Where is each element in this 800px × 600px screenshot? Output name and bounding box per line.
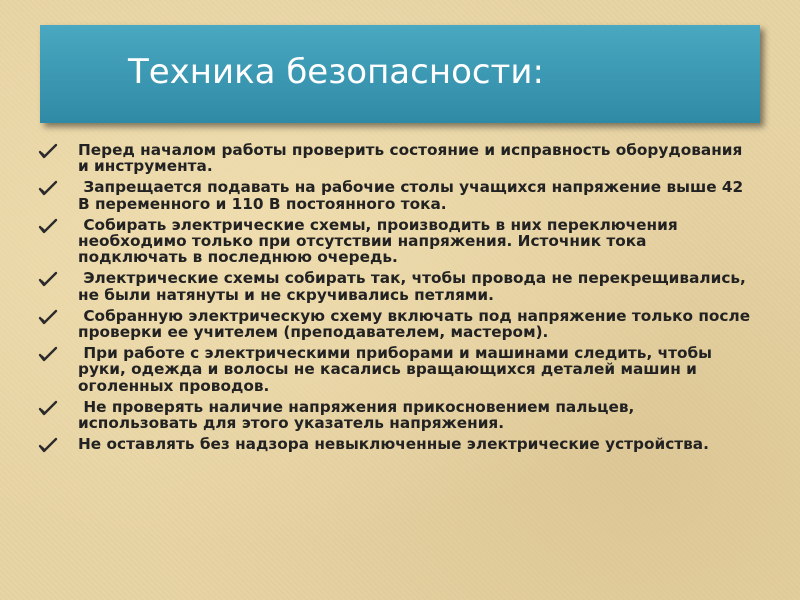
checkmark-icon [38,218,58,234]
safety-rules-list [38,142,758,457]
list-item-text: Не оставлять без надзора невыключенные электрические устройства. [78,435,709,454]
checkmark-icon [38,271,58,287]
list-item-text: Перед началом работы проверить состояние и исправность оборудования и инструмента. [78,141,748,176]
checkmark-icon [38,143,58,159]
checkmark-icon [38,309,58,325]
list-item [38,217,758,266]
checkmark-icon [38,437,58,453]
list-item [38,399,758,431]
list-item [38,345,758,394]
list-item-text: Собирать электрические схемы, производить в них переключения необходимо только при отсутствии напряжения. Источник тока подключать в последнюю очередь. [78,215,683,267]
list-item [38,142,758,174]
list-item [38,308,758,340]
list-item-text: Запрещается подавать на рабочие столы учащихся напряжение выше 42 В переменного и 110 В постоянного тока. [78,178,749,213]
list-item-text: При работе с электрическими приборами и машинами следить, чтобы руки, одежда и волосы не касались вращающихся деталей машин и оголенных проводов. [78,344,718,395]
list-item [38,436,758,452]
checkmark-icon [38,400,58,416]
list-item-text: Собранную электрическую схему включать под напряжение только после проверки ее учителем (преподавателем, мастером). [78,306,756,342]
list-item [38,270,758,302]
checkmark-icon [38,180,58,196]
slide-title: Техника безопасности: [128,52,544,92]
list-item [38,179,758,211]
list-item-text: Не проверять наличие напряжения прикосновением пальцев, использовать для этого указатель напряжения. [78,397,640,433]
list-item-text: Электрические схемы собирать так, чтобы провода не перекрещивались, не были натянуты и не скручивались петлями. [78,269,752,304]
checkmark-icon [38,346,58,362]
